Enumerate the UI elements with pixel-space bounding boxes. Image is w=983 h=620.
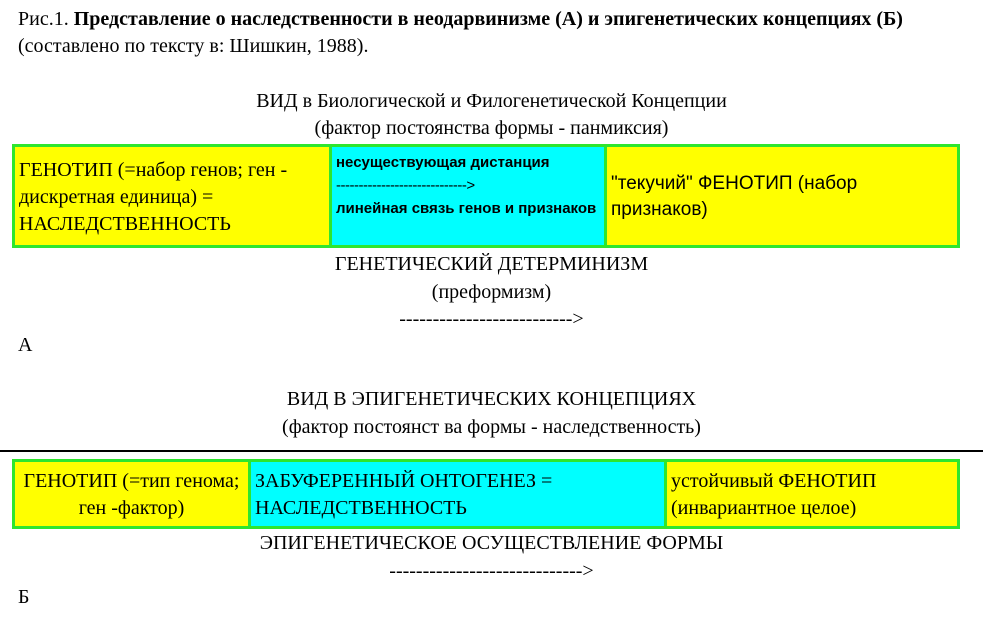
panel-a-distance-line2: линейная связь генов и признаков — [336, 200, 597, 217]
panel-b-letter: Б — [18, 586, 30, 608]
panel-a-letter: А — [18, 334, 33, 356]
panel-a-genotype-text: ГЕНОТИП (=набор генов; ген - дискретная единица) = НАСЛЕДСТВЕННОСТЬ — [19, 159, 288, 235]
panel-a-footer-arrow: --------------------------> — [399, 308, 584, 330]
panel-a-heading-line1: ВИД в Биологической и Филогенетической Концепции — [256, 90, 727, 112]
panel-a-genotype-box — [15, 147, 329, 245]
panel-b-heading-line2: (фактор постоянст ва формы - наследственность) — [282, 416, 701, 438]
panel-b-phenotype-box — [667, 462, 957, 526]
panel-a-distance-box — [332, 147, 604, 245]
panel-b-genotype-box — [15, 462, 248, 526]
panel-a-distance-arrow: -----------------------------> — [336, 177, 475, 194]
caption-title: Представление о наследственности в неодарвинизме (А) и эпигенетических концепциях (Б) — [73, 8, 903, 30]
panel-a-footer-line1: ГЕНЕТИЧЕСКИЙ ДЕТЕРМИНИЗМ — [334, 253, 649, 275]
panel-b-heading-line1: ВИД В ЭПИГЕНЕТИЧЕСКИХ КОНЦЕПЦИЯХ — [286, 388, 697, 410]
panel-b-ontogenesis-text: ЗАБУФЕРЕННЫЙ ОНТОГЕНЕЗ = НАСЛЕДСТВЕННОСТЬ — [255, 470, 553, 519]
panel-b-box-row — [12, 459, 960, 529]
panel-a-distance-line1: несуществующая дистанция — [336, 154, 550, 171]
panel-a-phenotype-text: "текучий" ФЕНОТИП (набор признаков) — [611, 173, 858, 220]
panel-a-heading-line2: (фактор постоянства формы - панмиксия) — [314, 117, 669, 139]
panel-a-footer-line2: (преформизм) — [431, 281, 552, 303]
panel-b-footer-arrow: -----------------------------> — [389, 560, 594, 582]
caption-prefix: Рис.1. — [18, 8, 69, 30]
caption-suffix: (составлено по тексту в: Шишкин, 1988). — [18, 35, 369, 57]
panel-a-box-row — [12, 144, 960, 248]
panel-b-phenotype-text: устойчивый ФЕНОТИП (инвариантное целое) — [671, 470, 877, 519]
panel-b-footer-line1: ЭПИГЕНЕТИЧЕСКОЕ ОСУЩЕСТВЛЕНИЕ ФОРМЫ — [259, 532, 724, 554]
panel-a-phenotype-box — [607, 147, 957, 245]
separator-line — [0, 450, 983, 452]
panel-b-genotype-text: ГЕНОТИП (=тип генома; ген -фактор) — [23, 470, 240, 519]
figure-caption — [18, 6, 968, 60]
panel-b-ontogenesis-box — [251, 462, 664, 526]
